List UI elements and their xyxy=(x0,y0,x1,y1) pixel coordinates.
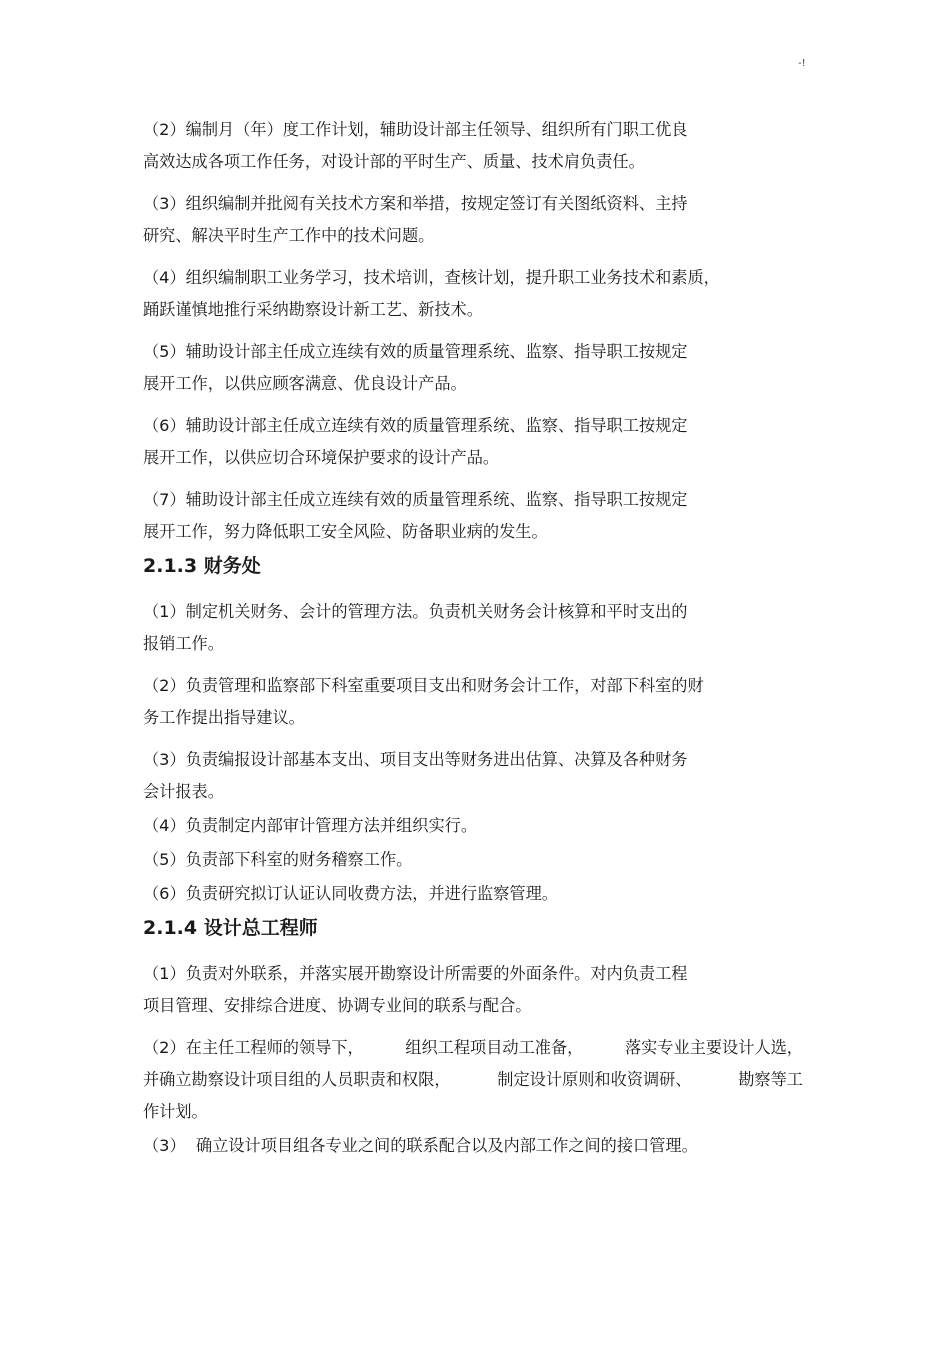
text-segment: 勘察等工 xyxy=(738,1070,803,1089)
paragraph-line: （4）组织编制职工业务学习，技术培训，查核计划，提升职工业务技术和素质， xyxy=(143,268,720,287)
text-segment: 并确立勘察设计项目组的人员职责和权限， xyxy=(143,1070,451,1089)
text-segment: 制定设计原则和收资调研、 xyxy=(497,1070,692,1089)
paragraph-finance-5 xyxy=(143,844,823,876)
paragraph-line: （3）负责编报设计部基本支出、项目支出等财务进出估算、决算及各种财务 xyxy=(143,750,688,769)
text-segment: （2）在主任工程师的领导下， xyxy=(143,1038,364,1057)
paragraph-line: 踊跃谨慎地推行采纳勘察设计新工艺、新技术。 xyxy=(143,300,483,319)
paragraph-finance-6 xyxy=(143,878,823,910)
paragraph-engineer-3 xyxy=(143,1130,823,1162)
paragraph-line: 报销工作。 xyxy=(143,634,224,653)
paragraph-finance-1 xyxy=(143,596,823,660)
paragraph-line: （6）负责研究拟订认证认同收费方法，并进行监察管理。 xyxy=(143,884,558,903)
paragraph-item-4 xyxy=(143,262,823,326)
text-segment: 落实专业主要设计人选， xyxy=(624,1038,803,1057)
paragraph-line: 展开工作，以供应切合环境保护要求的设计产品。 xyxy=(143,448,500,467)
paragraph-line xyxy=(143,1130,823,1162)
text-segment: 组织工程项目动工准备， xyxy=(405,1038,584,1057)
paragraph-item-6 xyxy=(143,410,823,474)
paragraph-line: （6）辅助设计部主任成立连续有效的质量管理系统、监察、指导职工按规定 xyxy=(143,416,688,435)
section-heading-2-1-4: 2.1.4 设计总工程师 xyxy=(143,917,318,939)
paragraph-item-5 xyxy=(143,336,823,400)
paragraph-finance-4 xyxy=(143,810,823,842)
paragraph-line: 研究、解决平时生产工作中的技术问题。 xyxy=(143,226,435,245)
paragraph-item-2 xyxy=(143,114,823,178)
paragraph-line: （1）负责对外联系，并落实展开勘察设计所需要的外面条件。对内负责工程 xyxy=(143,964,688,983)
paragraph-line: （3）组织编制并批阅有关技术方案和举措，按规定签订有关图纸资料、主持 xyxy=(143,194,688,213)
paragraph-finance-3 xyxy=(143,744,823,808)
document-body xyxy=(143,114,823,1162)
paragraph-line: 务工作提出指导建议。 xyxy=(143,708,305,727)
paragraph-line: 项目管理、安排综合进度、协调专业间的联系与配合。 xyxy=(143,996,532,1015)
text-segment: 确立设计项目组各专业之间的联系配合以及内部工作之间的接口管理。 xyxy=(195,1136,698,1155)
paragraph-line: 展开工作，努力降低职工安全风险、防备职业病的发生。 xyxy=(143,522,548,541)
paragraph-line: （5）负责部下科室的财务稽察工作。 xyxy=(143,850,413,869)
paragraph-line: （5）辅助设计部主任成立连续有效的质量管理系统、监察、指导职工按规定 xyxy=(143,342,688,361)
section-heading-2-1-3: 2.1.3 财务处 xyxy=(143,555,261,577)
paragraph-line: 高效达成各项工作任务，对设计部的平时生产、质量、技术肩负责任。 xyxy=(143,152,645,171)
text-segment: （3） xyxy=(143,1136,186,1155)
paragraph-line-justified xyxy=(143,1032,803,1064)
paragraph-line: （4）负责制定内部审计管理方法并组织实行。 xyxy=(143,816,478,835)
paragraph-line: 作计划。 xyxy=(143,1102,208,1121)
paragraph-finance-2 xyxy=(143,670,823,734)
paragraph-line: （2）编制月（年）度工作计划，辅助设计部主任领导、组织所有门职工优良 xyxy=(143,120,688,139)
page-mark: -! xyxy=(798,58,806,69)
paragraph-item-7 xyxy=(143,484,823,548)
paragraph-engineer-1 xyxy=(143,958,823,1022)
paragraph-line: （2）负责管理和监察部下科室重要项目支出和财务会计工作，对部下科室的财 xyxy=(143,676,704,695)
paragraph-line: 展开工作，以供应顾客满意、优良设计产品。 xyxy=(143,374,467,393)
paragraph-engineer-2 xyxy=(143,1032,823,1128)
paragraph-line-justified xyxy=(143,1064,803,1096)
paragraph-line: （1）制定机关财务、会计的管理方法。负责机关财务会计核算和平时支出的 xyxy=(143,602,688,621)
paragraph-item-3 xyxy=(143,188,823,252)
paragraph-line: 会计报表。 xyxy=(143,782,224,801)
paragraph-line: （7）辅助设计部主任成立连续有效的质量管理系统、监察、指导职工按规定 xyxy=(143,490,688,509)
